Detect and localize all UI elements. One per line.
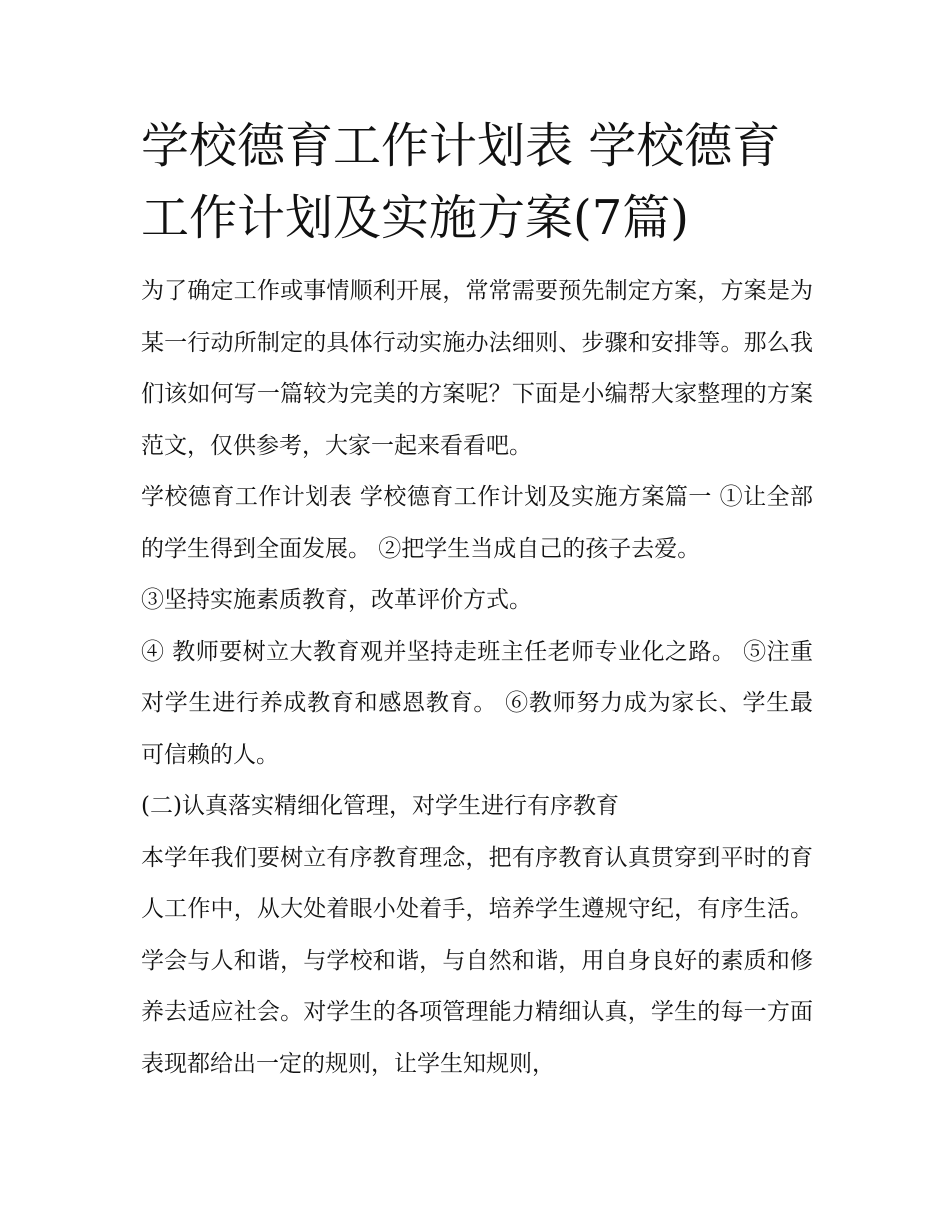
section-heading: (二)认真落实精细化管理，对学生进行有序教育 xyxy=(141,793,619,819)
document-page xyxy=(141,110,813,1090)
paragraph-5: 本学年我们要树立有序教育理念，把有序教育认真贯穿到平时的育人工作中，从大处着眼小处着手，培养学生遵规守纪，有序生活。学会与人和谐，与学校和谐，与自然和谐，用自身良好的素质和修养去适应社会。对学生的各项管理能力精细认真，学生的每一方面表现都给出一定的规则，让学生知规则， xyxy=(141,844,813,1077)
paragraph-3: ④ 教师要树立大教育观并坚持走班主任老师专业化之路。 ⑤注重对学生进行养成教育和感恩教育。 ⑥教师努力成为家长、学生最可信赖的人。 xyxy=(141,638,813,768)
paragraph-2: ③坚持实施素质教育，改革评价方式。 xyxy=(141,587,532,613)
paragraph-1: 学校德育工作计划表 学校德育工作计划及实施方案篇一 ①让全部的学生得到全面发展。 ②把学生当成自己的孩子去爱。 xyxy=(141,484,813,562)
intro-paragraph: 为了确定工作或事情顺利开展，常常需要预先制定方案，方案是为某一行动所制定的具体行动实施办法细则、步骤和安排等。那么我们该如何写一篇较为完美的方案呢？下面是小编帮大家整理的方案范文，仅供参考，大家一起来看看吧。 xyxy=(141,278,813,459)
document-title: 学校德育工作计划表 学校德育工作计划及实施方案(7篇) xyxy=(141,118,781,246)
